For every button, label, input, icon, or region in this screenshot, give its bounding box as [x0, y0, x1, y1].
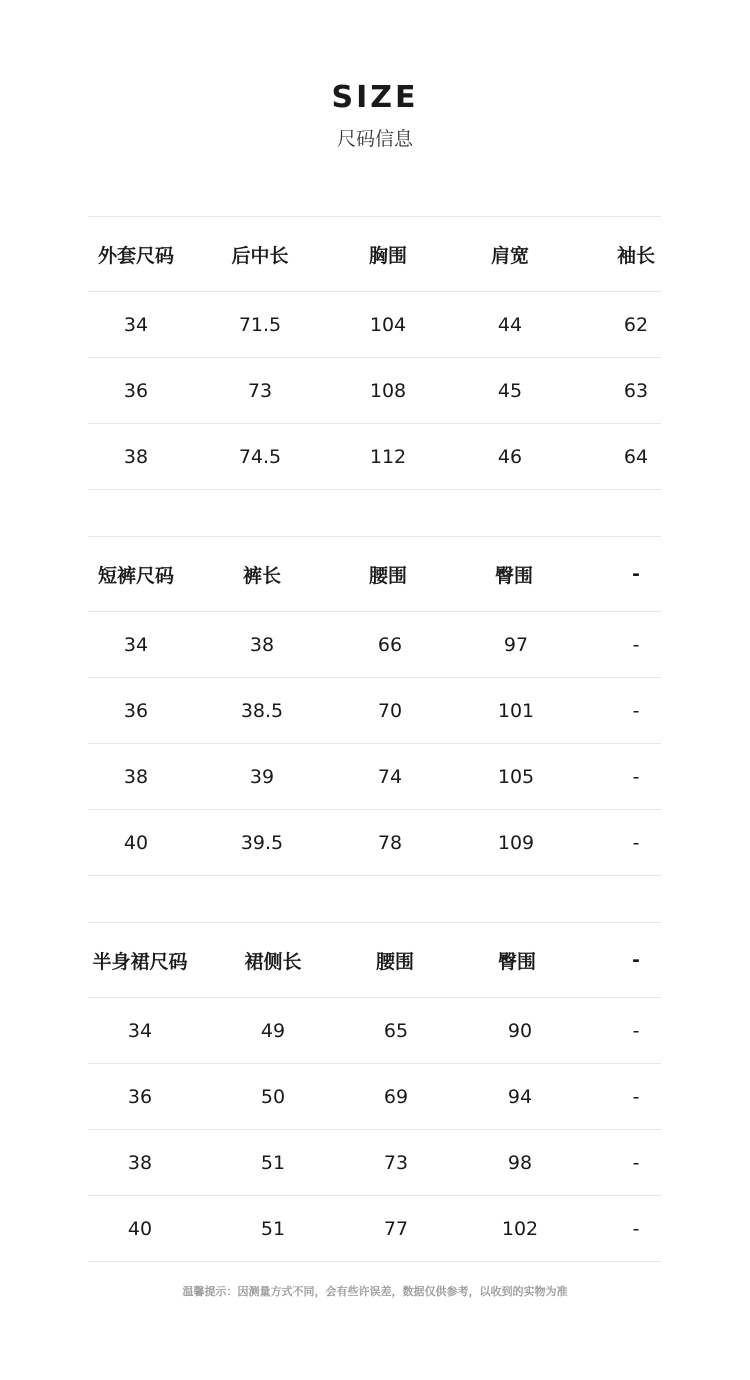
- table-cell: 74.5: [238, 445, 282, 468]
- page-title: SIZE: [331, 80, 419, 115]
- header-cell: 腰围: [368, 564, 407, 587]
- table-cell: 39.5: [240, 831, 284, 854]
- table-header-row: [88, 537, 661, 612]
- table-cell: -: [632, 1217, 640, 1240]
- table-cell: 36: [123, 379, 149, 402]
- table-cell: 64: [623, 445, 649, 468]
- table-row: [88, 1130, 661, 1196]
- header-cell: -: [632, 563, 640, 585]
- table-cell: 94: [507, 1085, 533, 1108]
- header-cell: 臀围: [497, 950, 536, 973]
- header-cell: -: [632, 949, 640, 971]
- header-cell: 后中长: [231, 244, 289, 267]
- table-cell: -: [632, 1019, 640, 1042]
- header-cell: 短裤尺码: [97, 564, 174, 587]
- header-cell: 肩宽: [490, 244, 529, 267]
- table-cell: 112: [369, 445, 407, 468]
- table-cell: -: [632, 1085, 640, 1108]
- page-subtitle: 尺码信息: [336, 128, 413, 150]
- table-cell: 104: [369, 313, 407, 336]
- table-cell: 71.5: [238, 313, 282, 336]
- size-table-skirt: [88, 922, 661, 1262]
- table-cell: 62: [623, 313, 649, 336]
- table-cell: 36: [123, 699, 149, 722]
- table-cell: 38: [123, 445, 149, 468]
- table-cell: -: [632, 831, 640, 854]
- table-cell: -: [632, 765, 640, 788]
- table-cell: 108: [369, 379, 407, 402]
- header-cell: 袖长: [616, 244, 655, 267]
- table-cell: 101: [497, 699, 535, 722]
- table-row: [88, 678, 661, 744]
- table-cell: 98: [507, 1151, 533, 1174]
- table-cell: -: [632, 699, 640, 722]
- table-cell: 78: [377, 831, 403, 854]
- table-cell: 36: [127, 1085, 153, 1108]
- table-row: [88, 358, 661, 424]
- table-cell: 69: [383, 1085, 409, 1108]
- header-cell: 腰围: [375, 950, 414, 973]
- table-cell: 34: [123, 633, 149, 656]
- table-cell: 39: [249, 765, 275, 788]
- table-row: [88, 744, 661, 810]
- table-header-row: [88, 217, 661, 292]
- table-cell: 38.5: [240, 699, 284, 722]
- table-row: [88, 292, 661, 358]
- size-table-shorts: [88, 536, 661, 876]
- header-cell: 裙侧长: [244, 950, 302, 973]
- table-cell: 38: [123, 765, 149, 788]
- table-cell: 90: [507, 1019, 533, 1042]
- size-table-jacket: [88, 216, 661, 490]
- table-cell: 40: [123, 831, 149, 854]
- table-cell: 50: [260, 1085, 286, 1108]
- table-cell: 73: [383, 1151, 409, 1174]
- header-cell: 半身裙尺码: [92, 950, 188, 973]
- table-cell: 38: [127, 1151, 153, 1174]
- table-row: [88, 998, 661, 1064]
- table-cell: 34: [127, 1019, 153, 1042]
- table-cell: 70: [377, 699, 403, 722]
- table-row: [88, 1196, 661, 1262]
- header-cell: 外套尺码: [97, 244, 174, 267]
- header-cell: 胸围: [368, 244, 407, 267]
- table-cell: 73: [247, 379, 273, 402]
- table-cell: 40: [127, 1217, 153, 1240]
- header-cell: 臀围: [494, 564, 533, 587]
- table-cell: 97: [503, 633, 529, 656]
- table-cell: 77: [383, 1217, 409, 1240]
- table-cell: 44: [497, 313, 523, 336]
- table-cell: 45: [497, 379, 523, 402]
- table-row: [88, 1064, 661, 1130]
- header-cell: 裤长: [242, 564, 281, 587]
- table-cell: 51: [260, 1151, 286, 1174]
- table-cell: 38: [249, 633, 275, 656]
- footnote: 温馨提示：因测量方式不同，会有些许误差，数据仅供参考，以收到的实物为准: [182, 1285, 568, 1298]
- table-cell: -: [632, 1151, 640, 1174]
- table-cell: 109: [497, 831, 535, 854]
- table-cell: 51: [260, 1217, 286, 1240]
- table-cell: 49: [260, 1019, 286, 1042]
- table-cell: 63: [623, 379, 649, 402]
- table-row: [88, 612, 661, 678]
- table-cell: 66: [377, 633, 403, 656]
- table-cell: 65: [383, 1019, 409, 1042]
- table-header-row: [88, 923, 661, 998]
- table-cell: 74: [377, 765, 403, 788]
- table-cell: 105: [497, 765, 535, 788]
- table-cell: 34: [123, 313, 149, 336]
- table-cell: 46: [497, 445, 523, 468]
- table-cell: 102: [501, 1217, 539, 1240]
- table-row: [88, 424, 661, 490]
- table-cell: -: [632, 633, 640, 656]
- table-row: [88, 810, 661, 876]
